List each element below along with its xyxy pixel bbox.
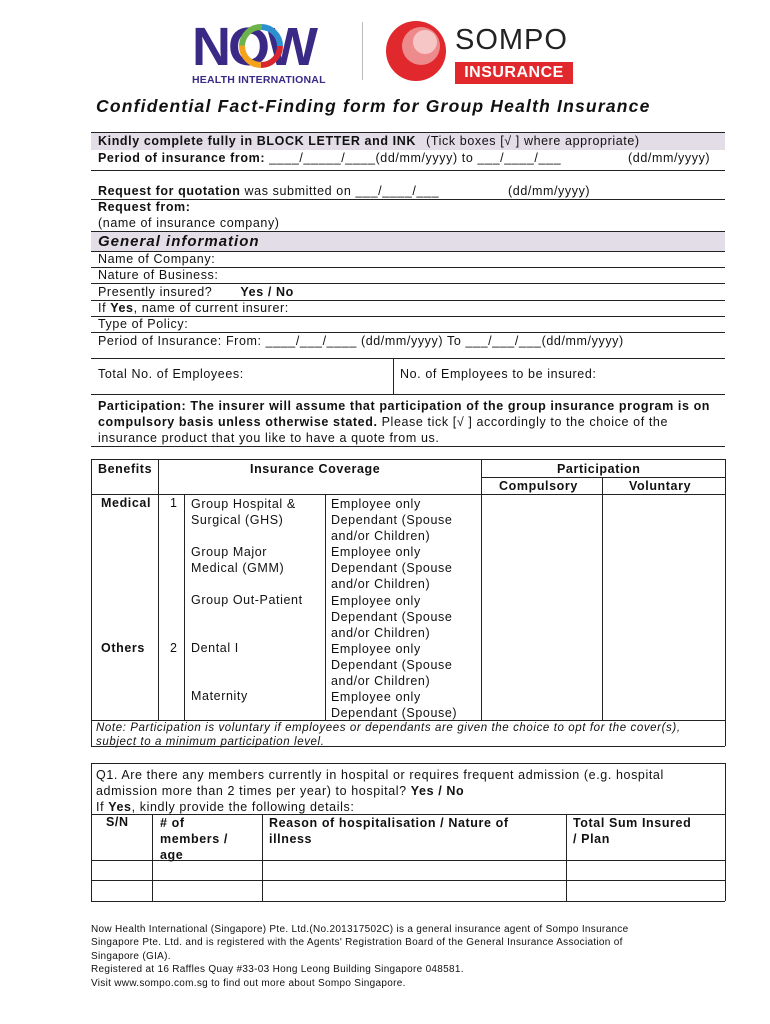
divider: [91, 332, 725, 333]
footer: [91, 923, 628, 990]
quote-line: [98, 184, 439, 198]
footer-line: Singapore (GIA).: [91, 950, 171, 962]
quote-format: (dd/mm/yyyy): [508, 184, 591, 198]
instruction-line: [98, 134, 640, 148]
option-dependant[interactable]: Dependant (Spouse: [331, 513, 453, 528]
period-label: Period of insurance from:: [98, 151, 266, 165]
request-from-note[interactable]: (name of insurance company): [98, 216, 280, 230]
sompo-logo-word: SOMPO: [455, 24, 568, 56]
divider: [91, 170, 725, 171]
period-line: [98, 151, 561, 165]
option-dependant[interactable]: Dependant (Spouse: [331, 561, 453, 576]
participation-bold: Participation: The insurer will assume that participation of the group insurance program is on compulsory basis unless otherwise stated.: [98, 399, 711, 429]
table-header-bottom: [91, 494, 725, 495]
participation-rest: Please tick [√ ] accordingly to the choice of the insurance product that you like to have a quote from us.: [98, 415, 669, 445]
coverage-options: [331, 496, 457, 721]
q1-entry-row[interactable]: [92, 861, 724, 880]
medical-label: Medical: [101, 496, 152, 510]
table-border: [184, 494, 185, 720]
participation-paragraph: [98, 398, 718, 446]
presently-label: Presently insured?: [98, 285, 213, 299]
q1-col-sn: S/N: [106, 815, 129, 829]
participation-note: Note: Participation is voluntary if employees or dependants are given the choice to opt for the cover(s), subject to a minimum participation level.: [96, 722, 681, 748]
maternity-label: Maternity: [191, 689, 248, 703]
logo-divider: [362, 22, 363, 80]
q1-border: [725, 763, 726, 901]
table-border: [158, 459, 159, 720]
option-employee-only[interactable]: Employee only: [331, 593, 421, 608]
ghs-label: Group Hospital & Surgical (GHS): [191, 497, 296, 527]
divider: [91, 358, 725, 359]
table-top: [91, 459, 725, 460]
presently-yes-no[interactable]: Yes / No: [240, 285, 294, 299]
footer-line: Singapore Pte. Ltd. and is registered with the Agents' Registration Board of the General Insurance Association of: [91, 937, 623, 949]
q1-yes-no[interactable]: Yes / No: [410, 784, 465, 798]
now-logo-word: NOW: [192, 17, 315, 77]
footer-line: Now Health International (Singapore) Pte. Ltd.(No.201317502C) is a general insurance agent of Sompo Insurance: [91, 924, 629, 935]
instruction-bold: Kindly complete fully in BLOCK LETTER and INK: [98, 134, 416, 148]
period-format: (dd/mm/yyyy): [628, 151, 711, 165]
col-participation: Participation: [557, 462, 641, 476]
option-dependant[interactable]: Dependant (Spouse: [331, 609, 453, 624]
gop-label: Group Out-Patient: [191, 593, 303, 607]
divider: [91, 394, 725, 395]
footer-line: Visit www.sompo.com.sg to find out more about Sompo Singapore.: [91, 977, 406, 989]
sompo-insurance-badge: INSURANCE: [455, 62, 573, 84]
others-label: Others: [101, 641, 145, 655]
medical-number: 1: [170, 496, 178, 510]
now-logo-subtitle: HEALTH INTERNATIONAL: [192, 74, 326, 86]
table-border: [602, 477, 603, 720]
table-border: [481, 459, 482, 720]
table-border: [91, 459, 92, 746]
quote-date[interactable]: was submitted on ___/____/___: [244, 184, 440, 198]
company-field[interactable]: Name of Company:: [98, 252, 216, 266]
option-employee-only[interactable]: Employee only: [331, 690, 421, 705]
policy-type-field[interactable]: Type of Policy:: [98, 317, 189, 331]
option-employee-only[interactable]: Employee only: [331, 641, 421, 656]
q1-entry-row[interactable]: [92, 881, 724, 900]
total-employees-field[interactable]: Total No. of Employees:: [98, 367, 244, 381]
gmm-label: Group Major Medical (GMM): [191, 545, 285, 575]
period-value[interactable]: ____/_____/____(dd/mm/yyyy) to ___/____/___: [269, 151, 562, 165]
others-number: 2: [170, 641, 178, 655]
presently-insured-line: [98, 285, 294, 299]
q1-col-members: # of members / age: [160, 816, 228, 862]
now-ring-icon: [236, 20, 286, 72]
dental-label: Dental I: [191, 641, 239, 655]
option-dependant[interactable]: Dependant (Spouse: [331, 657, 453, 672]
footer-line: Registered at 16 Raffles Quay #33-03 Hong Leong Building Singapore 048581.: [91, 964, 464, 976]
employees-insured-field[interactable]: No. of Employees to be insured:: [400, 367, 597, 381]
option-employee-only[interactable]: Employee only: [331, 545, 421, 560]
q1-col-reason: Reason of hospitalisation / Nature of illness: [269, 816, 509, 846]
table-border: [325, 494, 326, 720]
request-from-label: Request from:: [98, 200, 191, 214]
divider: [91, 446, 725, 447]
col-benefits: Benefits: [98, 462, 153, 476]
divider: [91, 283, 725, 284]
instruction-rest: (Tick boxes [√ ] where appropriate): [426, 134, 640, 148]
option-dependant-spouse[interactable]: Dependant (Spouse): [331, 706, 458, 721]
q1-bottom: [91, 901, 725, 902]
option-dependant-cont: and/or Children): [331, 625, 431, 640]
q1-question: Q1. Are there any members currently in hospital or requires frequent admission (e.g. hospital admission more than 2 times per year) to hospital? Yes / No If Yes, kindly provide the following details:: [96, 768, 664, 814]
option-dependant-cont: and/or Children): [331, 577, 431, 592]
form-title: Confidential Fact-Finding form for Group Health Insurance: [96, 96, 651, 116]
current-insurer-field[interactable]: If Yes, name of current insurer:: [98, 301, 289, 315]
option-dependant-cont: and/or Children): [331, 529, 431, 544]
general-heading: General information: [98, 233, 260, 250]
col-compulsory: Compulsory: [499, 479, 578, 493]
q1-col-sum: Total Sum Insured / Plan: [573, 816, 692, 846]
option-dependant-cont: and/or Children): [331, 674, 431, 689]
business-field[interactable]: Nature of Business:: [98, 268, 219, 282]
quote-label: Request for quotation: [98, 184, 241, 198]
col-voluntary: Voluntary: [629, 479, 692, 493]
col-coverage: Insurance Coverage: [250, 462, 381, 476]
table-border: [481, 477, 725, 478]
option-employee-only[interactable]: Employee only: [331, 497, 421, 511]
sompo-circle-icon: [385, 20, 447, 82]
divider: [393, 358, 394, 394]
q1-top: [91, 763, 725, 764]
period-insurance-field[interactable]: Period of Insurance: From: ____/___/____ (dd/mm/yyyy) To ___/___/___(dd/mm/yyyy): [98, 334, 624, 348]
table-border: [725, 459, 726, 746]
